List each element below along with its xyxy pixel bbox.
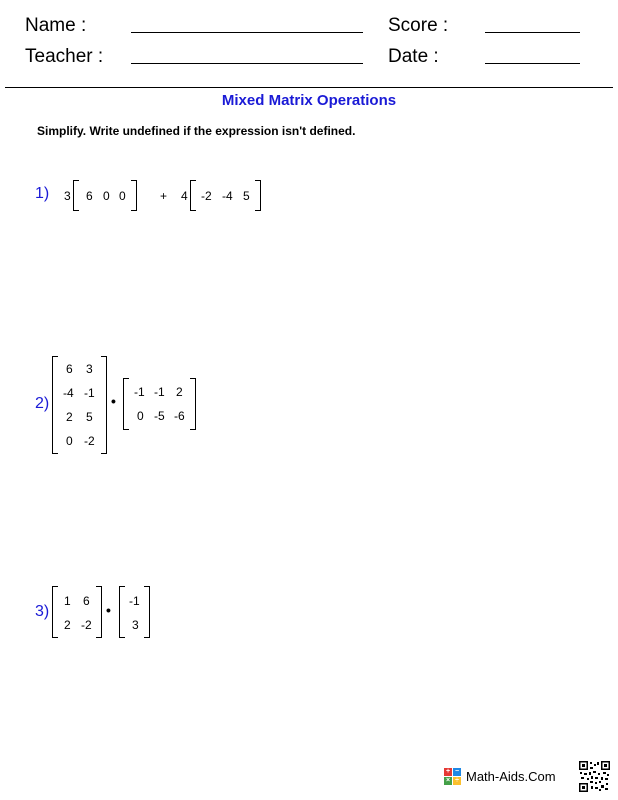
matrix-cell: 5 [86, 410, 93, 424]
matrix-cell: -2 [201, 189, 212, 203]
matrix-cell: -4 [222, 189, 233, 203]
matrix-cell: 1 [64, 594, 71, 608]
matrix-cell: -2 [81, 618, 92, 632]
right-bracket [131, 180, 137, 211]
right-bracket [190, 378, 196, 430]
header-divider [5, 87, 613, 88]
matrix-cell: -1 [154, 385, 165, 399]
matrix-cell: 5 [243, 189, 250, 203]
matrix-cell: 0 [66, 434, 73, 448]
teacher-label: Teacher : [25, 46, 104, 67]
matrix-cell: 3 [132, 618, 139, 632]
matrix-cell: -1 [129, 594, 140, 608]
plus-operator: + [160, 189, 168, 203]
date-label: Date : [388, 46, 439, 67]
matrix-cell: 0 [137, 409, 144, 423]
matrix-cell: -6 [174, 409, 185, 423]
name-line[interactable] [131, 32, 363, 33]
left-bracket [52, 356, 58, 454]
site-link[interactable]: Math-Aids.Com [466, 769, 556, 784]
matrix-cell: 0 [119, 189, 126, 203]
teacher-line[interactable] [131, 63, 363, 64]
score-label: Score : [388, 15, 449, 36]
name-label: Name : [25, 15, 87, 36]
left-bracket [190, 180, 196, 211]
score-line[interactable] [485, 32, 580, 33]
right-bracket [101, 356, 107, 454]
matrix-cell: 0 [103, 189, 110, 203]
scalar: 4 [181, 189, 188, 203]
right-bracket [96, 586, 102, 638]
qr-code-icon [579, 761, 610, 792]
date-line[interactable] [485, 63, 580, 64]
scalar: 3 [64, 189, 71, 203]
right-bracket [144, 586, 150, 638]
right-bracket [255, 180, 261, 211]
matrix-cell: 2 [64, 618, 71, 632]
matrix-cell: -1 [134, 385, 145, 399]
matrix-cell: 6 [66, 362, 73, 376]
matrix-cell: 2 [66, 410, 73, 424]
multiply-operator: • [106, 602, 111, 618]
matrix-cell: 3 [86, 362, 93, 376]
left-bracket [73, 180, 79, 211]
matrix-cell: 2 [176, 385, 183, 399]
matrix-cell: -2 [84, 434, 95, 448]
matrix-cell: 6 [83, 594, 90, 608]
problem-number: 1) [35, 185, 50, 202]
problem-number: 2) [35, 395, 50, 412]
worksheet-title: Mixed Matrix Operations [221, 92, 397, 109]
matrix-cell: 6 [86, 189, 93, 203]
problem-number: 3) [35, 603, 50, 620]
left-bracket [119, 586, 125, 638]
multiply-operator: • [111, 393, 116, 409]
math-aids-logo-icon: + − × ÷ [445, 768, 460, 784]
left-bracket [123, 378, 129, 430]
matrix-cell: -1 [84, 386, 95, 400]
instructions: Simplify. Write undefined if the expression isn't defined. [37, 124, 356, 138]
left-bracket [52, 586, 58, 638]
matrix-cell: -4 [63, 386, 74, 400]
matrix-cell: -5 [154, 409, 165, 423]
